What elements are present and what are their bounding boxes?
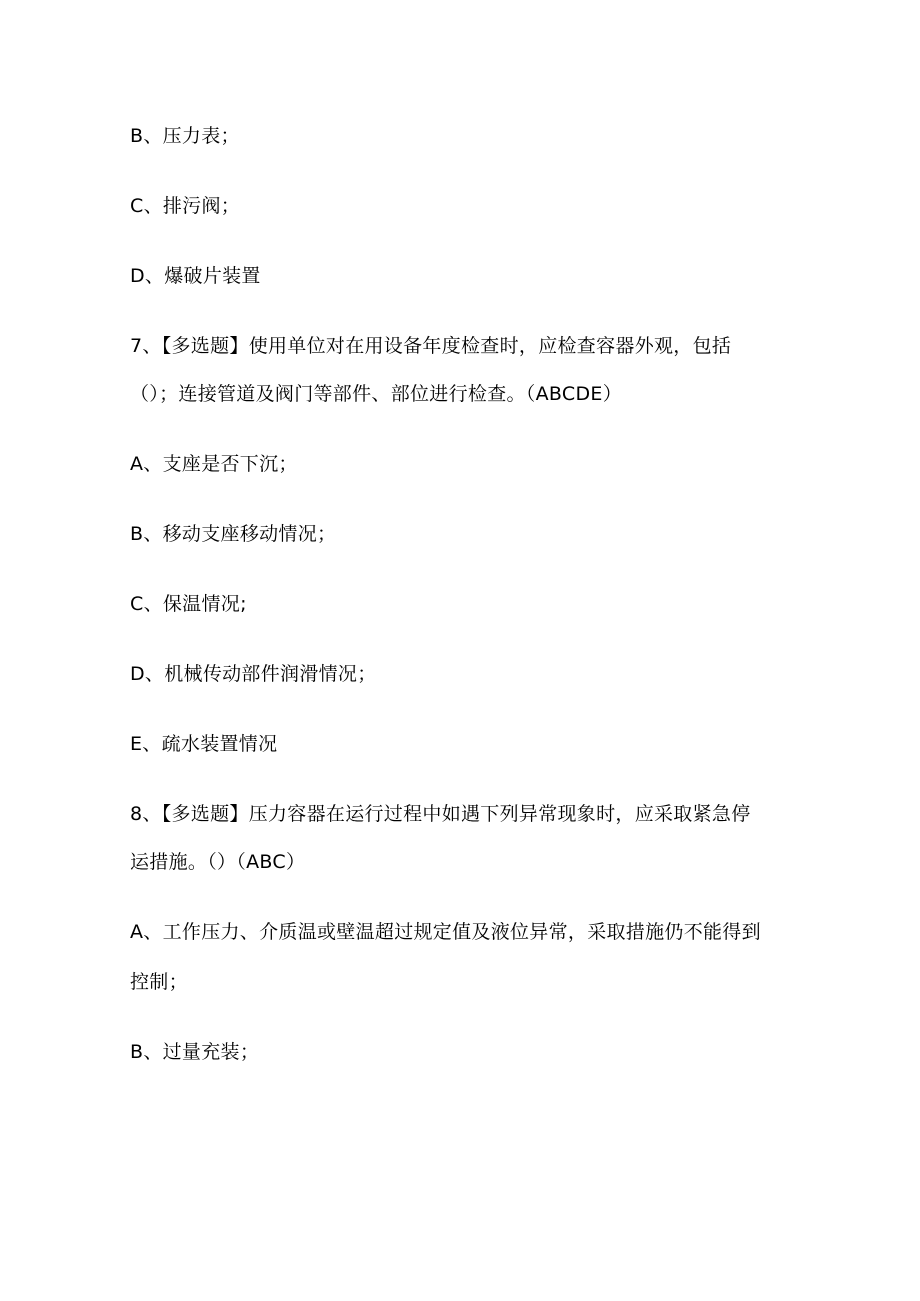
- q7-option-a: A、支座是否下沉；: [130, 453, 298, 475]
- option-d-rupture-disc: D、爆破片装置: [130, 265, 261, 287]
- q8-option-a-line-1: A、工作压力、介质温或壁温超过规定值及液位异常，采取措施仍不能得到: [130, 921, 761, 943]
- option-c-drain-valve: C、排污阀；: [130, 195, 241, 217]
- q7-option-d: D、机械传动部件润滑情况；: [130, 663, 377, 685]
- question-8-line-2: 运措施。（）（ABC）: [130, 851, 306, 873]
- q8-option-b: B、过量充装；: [130, 1041, 260, 1063]
- q7-option-c: C、保温情况;: [130, 593, 247, 615]
- question-8-line-1: 8、【多选题】压力容器在运行过程中如遇下列异常现象时，应采取紧急停: [130, 803, 751, 825]
- option-b-pressure-gauge: B、压力表；: [130, 125, 240, 147]
- q7-option-b: B、移动支座移动情况；: [130, 523, 337, 545]
- q7-option-e: E、疏水装置情况: [130, 733, 278, 755]
- question-7-line-2: （）；连接管道及阀门等部件、部位进行检查。（ABCDE）: [130, 383, 623, 405]
- question-7-line-1: 7、【多选题】使用单位对在用设备年度检查时，应检查容器外观，包括: [130, 335, 732, 357]
- q8-option-a-line-2: 控制；: [130, 971, 188, 993]
